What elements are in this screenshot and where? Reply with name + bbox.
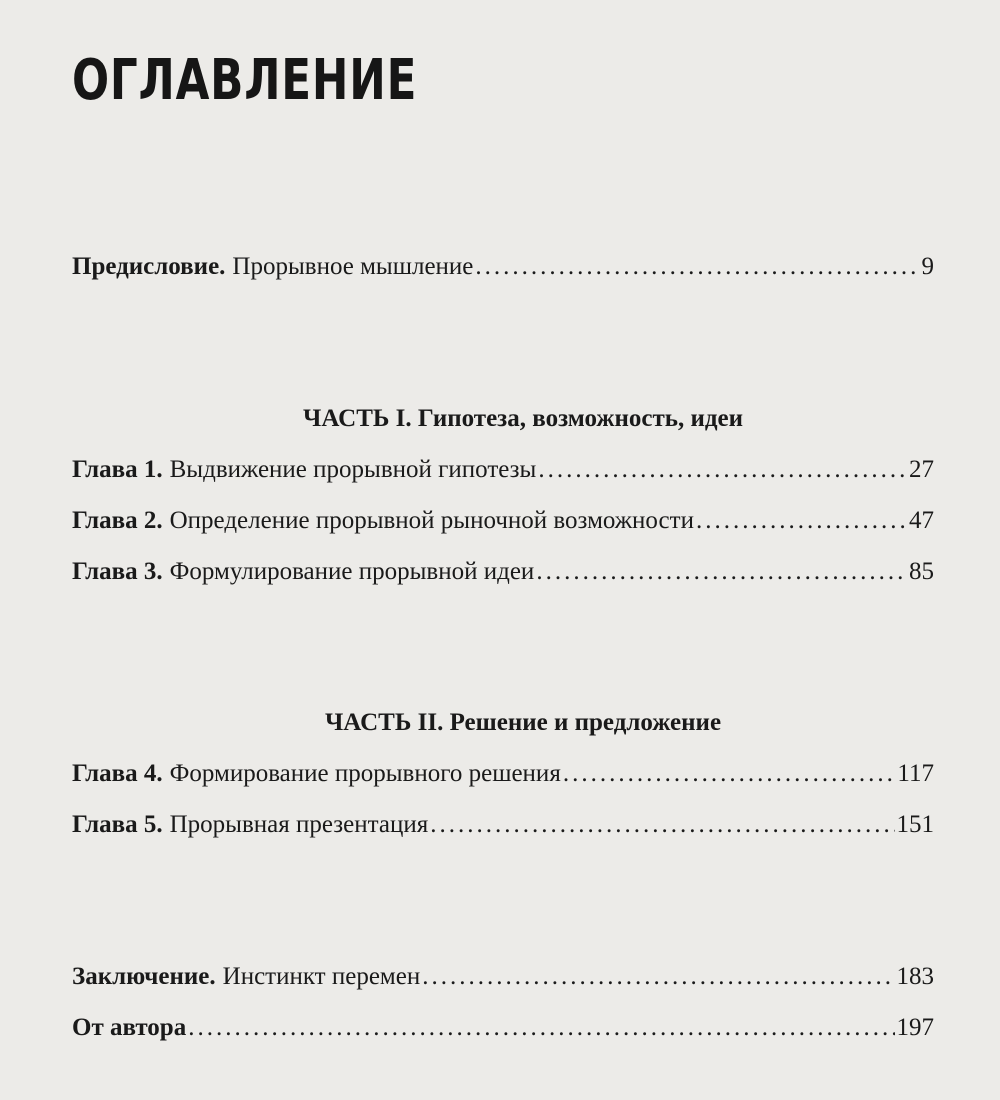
toc-entry-preface[interactable] [72, 250, 934, 284]
toc-entry-chapter-2[interactable] [72, 504, 934, 538]
entry-page-number: 47 [909, 507, 934, 534]
entry-label: Заключение. [72, 963, 216, 990]
entry-title: Инстинкт перемен [222, 963, 421, 990]
dot-leader [475, 250, 919, 284]
toc-entry-chapter-3[interactable] [72, 555, 934, 589]
dot-leader [188, 1011, 894, 1045]
entry-label: Глава 3. [72, 558, 163, 585]
entry-label: Глава 1. [72, 456, 163, 483]
entry-title: Определение прорывной рыночной возможности [169, 507, 694, 534]
page-title: ОГЛАВЛЕНИЕ [72, 48, 418, 113]
entry-page-number: 151 [896, 811, 934, 838]
entry-title: Формулирование прорывной идеи [169, 558, 535, 585]
dot-leader [696, 504, 907, 538]
entry-page-number: 183 [896, 963, 934, 990]
toc-entry-author[interactable] [72, 1011, 934, 1045]
entry-page-number: 197 [896, 1014, 934, 1041]
entry-page-number: 85 [909, 558, 934, 585]
entry-title: Формирование прорывного решения [169, 760, 561, 787]
dot-leader [430, 808, 894, 842]
entry-title: Прорывная презентация [169, 811, 429, 838]
part-heading-1: ЧАСТЬ I. Гипотеза, возможность, идеи [302, 405, 744, 432]
entry-page-number: 9 [921, 253, 934, 280]
entry-label: Предисловие. [72, 253, 226, 280]
toc-entry-conclusion[interactable] [72, 960, 934, 994]
dot-leader [536, 555, 907, 589]
entry-page-number: 117 [897, 760, 934, 787]
part-heading-2: ЧАСТЬ II. Решение и предложение [324, 709, 722, 736]
toc-entry-chapter-1[interactable] [72, 453, 934, 487]
dot-leader [422, 960, 894, 994]
entry-title: Прорывное мышление [232, 253, 474, 280]
entry-label: Глава 2. [72, 507, 163, 534]
entry-label: Глава 4. [72, 760, 163, 787]
entry-label: Глава 5. [72, 811, 163, 838]
entry-title: Выдвижение прорывной гипотезы [169, 456, 537, 483]
toc-entry-chapter-4[interactable] [72, 757, 934, 791]
entry-page-number: 27 [909, 456, 934, 483]
toc-entry-chapter-5[interactable] [72, 808, 934, 842]
dot-leader [538, 453, 907, 487]
dot-leader [563, 757, 896, 791]
entry-label: От автора [72, 1014, 187, 1041]
